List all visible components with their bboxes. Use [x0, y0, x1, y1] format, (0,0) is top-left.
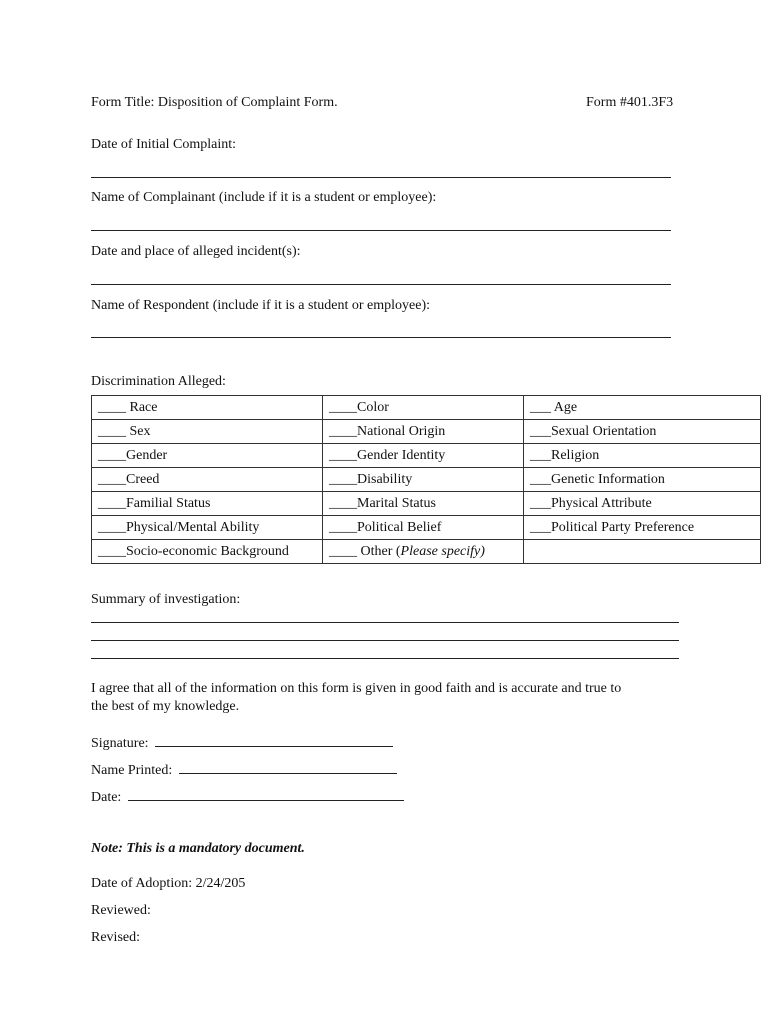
option-age[interactable]: ___ Age — [524, 396, 761, 420]
complainant-name-line[interactable] — [91, 230, 671, 231]
option-other-label: ____ Other ( — [329, 543, 401, 559]
summary-heading: Summary of investigation: — [91, 592, 241, 607]
option-socio-economic-background[interactable]: ____Socio-economic Background — [92, 540, 323, 564]
revised-label: Revised: — [91, 930, 140, 945]
option-race[interactable]: ____ Race — [92, 396, 323, 420]
respondent-name-label: Name of Respondent (include if it is a student or employee): — [91, 298, 431, 313]
option-color[interactable]: ____Color — [323, 396, 524, 420]
name-printed-label: Name Printed: — [91, 763, 173, 778]
summary-line-1[interactable] — [91, 622, 679, 623]
table-row — [92, 540, 761, 564]
complainant-name-label: Name of Complainant (include if it is a student or employee): — [91, 190, 437, 205]
table-row — [92, 492, 761, 516]
name-printed-row — [91, 761, 397, 779]
respondent-name-line[interactable] — [91, 337, 671, 338]
option-religion[interactable]: ___Religion — [524, 444, 761, 468]
empty-cell — [524, 540, 761, 564]
agreement-statement-line1: I agree that all of the information on this form is given in good faith and is accurate and true to — [91, 681, 622, 696]
option-gender[interactable]: ____Gender — [92, 444, 323, 468]
option-sexual-orientation[interactable]: ___Sexual Orientation — [524, 420, 761, 444]
form-title: Form Title: Disposition of Complaint Form. — [91, 95, 338, 110]
signature-row — [91, 734, 393, 752]
option-political-belief[interactable]: ____Political Belief — [323, 516, 524, 540]
agreement-statement-line2: the best of my knowledge. — [91, 699, 240, 714]
option-other-specify: Please specify) — [400, 543, 485, 559]
summary-line-3[interactable] — [91, 658, 679, 659]
table-row — [92, 444, 761, 468]
option-sex[interactable]: ____ Sex — [92, 420, 323, 444]
option-gender-identity[interactable]: ____Gender Identity — [323, 444, 524, 468]
discrimination-heading: Discrimination Alleged: — [91, 374, 226, 389]
summary-line-2[interactable] — [91, 640, 679, 641]
option-marital-status[interactable]: ____Marital Status — [323, 492, 524, 516]
name-printed-field[interactable] — [179, 761, 397, 774]
option-other[interactable] — [323, 540, 524, 564]
option-physical-attribute[interactable]: ___Physical Attribute — [524, 492, 761, 516]
table-row — [92, 516, 761, 540]
option-creed[interactable]: ____Creed — [92, 468, 323, 492]
option-disability[interactable]: ____Disability — [323, 468, 524, 492]
mandatory-note: Note: This is a mandatory document. — [91, 841, 305, 856]
table-row — [92, 468, 761, 492]
form-number: Form #401.3F3 — [586, 95, 674, 110]
table-row — [92, 396, 761, 420]
option-familial-status[interactable]: ____Familial Status — [92, 492, 323, 516]
option-physical-mental-ability[interactable]: ____Physical/Mental Ability — [92, 516, 323, 540]
table-row — [92, 420, 761, 444]
signature-field[interactable] — [155, 734, 393, 747]
adoption-date: Date of Adoption: 2/24/205 — [91, 876, 246, 891]
option-political-party-preference[interactable]: ___Political Party Preference — [524, 516, 761, 540]
signature-label: Signature: — [91, 736, 149, 751]
initial-complaint-date-label: Date of Initial Complaint: — [91, 137, 237, 152]
incident-date-place-label: Date and place of alleged incident(s): — [91, 244, 301, 259]
initial-complaint-date-line[interactable] — [91, 177, 671, 178]
option-national-origin[interactable]: ____National Origin — [323, 420, 524, 444]
discrimination-table — [91, 395, 761, 564]
reviewed-label: Reviewed: — [91, 903, 151, 918]
incident-date-place-line[interactable] — [91, 284, 671, 285]
option-genetic-information[interactable]: ___Genetic Information — [524, 468, 761, 492]
date-row — [91, 788, 404, 806]
date-label: Date: — [91, 790, 122, 805]
date-field[interactable] — [128, 788, 404, 801]
